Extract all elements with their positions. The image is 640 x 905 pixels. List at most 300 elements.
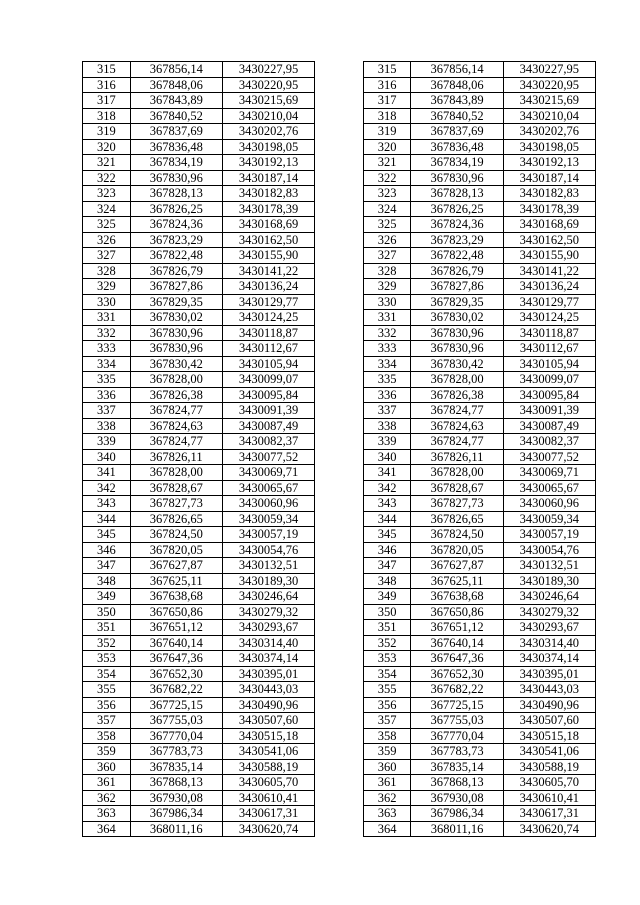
left-y-coordinate-cell: 3430129,77 bbox=[222, 294, 314, 310]
table-row bbox=[83, 372, 596, 388]
left-y-coordinate-cell: 3430178,39 bbox=[222, 201, 314, 217]
left-y-coordinate-cell: 3430220,95 bbox=[222, 77, 314, 93]
left-y-coordinate-cell: 3430246,64 bbox=[222, 589, 314, 605]
separator-cell bbox=[315, 62, 364, 78]
table-row bbox=[83, 511, 596, 527]
left-y-coordinate-cell: 3430187,14 bbox=[222, 170, 314, 186]
right-x-coordinate-cell: 367651,12 bbox=[411, 620, 503, 636]
right-y-coordinate-cell: 3430155,90 bbox=[503, 248, 595, 264]
right-point-number-cell: 349 bbox=[363, 589, 411, 605]
left-point-number-cell: 333 bbox=[83, 341, 131, 357]
table-row bbox=[83, 806, 596, 822]
right-point-number-cell: 351 bbox=[363, 620, 411, 636]
right-point-number-cell: 321 bbox=[363, 155, 411, 171]
right-x-coordinate-cell: 367826,65 bbox=[411, 511, 503, 527]
left-point-number-cell: 347 bbox=[83, 558, 131, 574]
right-x-coordinate-cell: 367829,35 bbox=[411, 294, 503, 310]
left-point-number-cell: 359 bbox=[83, 744, 131, 760]
left-point-number-cell: 340 bbox=[83, 449, 131, 465]
table-row bbox=[83, 666, 596, 682]
right-x-coordinate-cell: 367652,30 bbox=[411, 666, 503, 682]
right-point-number-cell: 316 bbox=[363, 77, 411, 93]
left-y-coordinate-cell: 3430162,50 bbox=[222, 232, 314, 248]
left-point-number-cell: 339 bbox=[83, 434, 131, 450]
right-x-coordinate-cell: 367830,02 bbox=[411, 310, 503, 326]
left-point-number-cell: 351 bbox=[83, 620, 131, 636]
right-y-coordinate-cell: 3430077,52 bbox=[503, 449, 595, 465]
left-y-coordinate-cell: 3430054,76 bbox=[222, 542, 314, 558]
table-row bbox=[83, 775, 596, 791]
right-y-coordinate-cell: 3430620,74 bbox=[503, 821, 595, 837]
table-row bbox=[83, 124, 596, 140]
right-x-coordinate-cell: 367824,77 bbox=[411, 434, 503, 450]
separator-cell bbox=[315, 527, 364, 543]
separator-cell bbox=[315, 434, 364, 450]
right-y-coordinate-cell: 3430187,14 bbox=[503, 170, 595, 186]
left-point-number-cell: 361 bbox=[83, 775, 131, 791]
left-x-coordinate-cell: 367823,29 bbox=[130, 232, 222, 248]
right-x-coordinate-cell: 367835,14 bbox=[411, 759, 503, 775]
right-y-coordinate-cell: 3430279,32 bbox=[503, 604, 595, 620]
left-x-coordinate-cell: 367837,69 bbox=[130, 124, 222, 140]
left-x-coordinate-cell: 367651,12 bbox=[130, 620, 222, 636]
right-y-coordinate-cell: 3430057,19 bbox=[503, 527, 595, 543]
separator-cell bbox=[315, 604, 364, 620]
right-x-coordinate-cell: 367848,06 bbox=[411, 77, 503, 93]
table-row bbox=[83, 403, 596, 419]
table-row bbox=[83, 77, 596, 93]
left-y-coordinate-cell: 3430141,22 bbox=[222, 263, 314, 279]
separator-cell bbox=[315, 806, 364, 822]
right-x-coordinate-cell: 367830,96 bbox=[411, 170, 503, 186]
left-x-coordinate-cell: 367830,96 bbox=[130, 170, 222, 186]
separator-cell bbox=[315, 325, 364, 341]
left-y-coordinate-cell: 3430279,32 bbox=[222, 604, 314, 620]
left-x-coordinate-cell: 367828,67 bbox=[130, 480, 222, 496]
right-x-coordinate-cell: 367828,13 bbox=[411, 186, 503, 202]
left-point-number-cell: 362 bbox=[83, 790, 131, 806]
left-x-coordinate-cell: 367824,36 bbox=[130, 217, 222, 233]
left-point-number-cell: 328 bbox=[83, 263, 131, 279]
left-point-number-cell: 358 bbox=[83, 728, 131, 744]
left-point-number-cell: 327 bbox=[83, 248, 131, 264]
left-y-coordinate-cell: 3430182,83 bbox=[222, 186, 314, 202]
right-y-coordinate-cell: 3430210,04 bbox=[503, 108, 595, 124]
table-row bbox=[83, 232, 596, 248]
right-x-coordinate-cell: 367755,03 bbox=[411, 713, 503, 729]
left-point-number-cell: 348 bbox=[83, 573, 131, 589]
left-x-coordinate-cell: 367856,14 bbox=[130, 62, 222, 78]
right-x-coordinate-cell: 367856,14 bbox=[411, 62, 503, 78]
right-point-number-cell: 354 bbox=[363, 666, 411, 682]
separator-cell bbox=[315, 558, 364, 574]
left-x-coordinate-cell: 367840,52 bbox=[130, 108, 222, 124]
right-y-coordinate-cell: 3430198,05 bbox=[503, 139, 595, 155]
left-x-coordinate-cell: 367830,96 bbox=[130, 341, 222, 357]
right-y-coordinate-cell: 3430162,50 bbox=[503, 232, 595, 248]
separator-cell bbox=[315, 790, 364, 806]
left-x-coordinate-cell: 367783,73 bbox=[130, 744, 222, 760]
right-y-coordinate-cell: 3430227,95 bbox=[503, 62, 595, 78]
left-x-coordinate-cell: 367824,50 bbox=[130, 527, 222, 543]
separator-cell bbox=[315, 108, 364, 124]
table-row bbox=[83, 155, 596, 171]
right-y-coordinate-cell: 3430099,07 bbox=[503, 372, 595, 388]
right-y-coordinate-cell: 3430136,24 bbox=[503, 279, 595, 295]
separator-cell bbox=[315, 744, 364, 760]
right-x-coordinate-cell: 367650,86 bbox=[411, 604, 503, 620]
table-row bbox=[83, 589, 596, 605]
left-x-coordinate-cell: 367826,11 bbox=[130, 449, 222, 465]
table-row bbox=[83, 527, 596, 543]
right-x-coordinate-cell: 367828,00 bbox=[411, 465, 503, 481]
table-row bbox=[83, 651, 596, 667]
left-x-coordinate-cell: 367650,86 bbox=[130, 604, 222, 620]
separator-cell bbox=[315, 496, 364, 512]
left-point-number-cell: 325 bbox=[83, 217, 131, 233]
left-x-coordinate-cell: 367770,04 bbox=[130, 728, 222, 744]
left-point-number-cell: 349 bbox=[83, 589, 131, 605]
left-point-number-cell: 323 bbox=[83, 186, 131, 202]
separator-cell bbox=[315, 77, 364, 93]
right-x-coordinate-cell: 367824,50 bbox=[411, 527, 503, 543]
left-point-number-cell: 341 bbox=[83, 465, 131, 481]
right-point-number-cell: 327 bbox=[363, 248, 411, 264]
left-y-coordinate-cell: 3430132,51 bbox=[222, 558, 314, 574]
right-y-coordinate-cell: 3430054,76 bbox=[503, 542, 595, 558]
right-y-coordinate-cell: 3430314,40 bbox=[503, 635, 595, 651]
left-y-coordinate-cell: 3430541,06 bbox=[222, 744, 314, 760]
right-y-coordinate-cell: 3430124,25 bbox=[503, 310, 595, 326]
left-x-coordinate-cell: 367638,68 bbox=[130, 589, 222, 605]
right-x-coordinate-cell: 367837,69 bbox=[411, 124, 503, 140]
separator-cell bbox=[315, 279, 364, 295]
right-point-number-cell: 344 bbox=[363, 511, 411, 527]
right-point-number-cell: 329 bbox=[363, 279, 411, 295]
left-point-number-cell: 334 bbox=[83, 356, 131, 372]
left-x-coordinate-cell: 367755,03 bbox=[130, 713, 222, 729]
separator-cell bbox=[315, 542, 364, 558]
right-y-coordinate-cell: 3430605,70 bbox=[503, 775, 595, 791]
left-x-coordinate-cell: 367828,13 bbox=[130, 186, 222, 202]
table-row bbox=[83, 310, 596, 326]
right-point-number-cell: 347 bbox=[363, 558, 411, 574]
left-x-coordinate-cell: 367834,19 bbox=[130, 155, 222, 171]
left-x-coordinate-cell: 368011,16 bbox=[130, 821, 222, 837]
separator-cell bbox=[315, 682, 364, 698]
left-y-coordinate-cell: 3430087,49 bbox=[222, 418, 314, 434]
separator-cell bbox=[315, 155, 364, 171]
left-x-coordinate-cell: 367830,42 bbox=[130, 356, 222, 372]
right-point-number-cell: 343 bbox=[363, 496, 411, 512]
left-point-number-cell: 322 bbox=[83, 170, 131, 186]
left-x-coordinate-cell: 367986,34 bbox=[130, 806, 222, 822]
left-x-coordinate-cell: 367868,13 bbox=[130, 775, 222, 791]
left-x-coordinate-cell: 367830,96 bbox=[130, 325, 222, 341]
left-y-coordinate-cell: 3430168,69 bbox=[222, 217, 314, 233]
table-row bbox=[83, 542, 596, 558]
right-point-number-cell: 350 bbox=[363, 604, 411, 620]
left-y-coordinate-cell: 3430118,87 bbox=[222, 325, 314, 341]
left-y-coordinate-cell: 3430136,24 bbox=[222, 279, 314, 295]
right-y-coordinate-cell: 3430374,14 bbox=[503, 651, 595, 667]
left-y-coordinate-cell: 3430192,13 bbox=[222, 155, 314, 171]
left-point-number-cell: 338 bbox=[83, 418, 131, 434]
left-point-number-cell: 342 bbox=[83, 480, 131, 496]
left-y-coordinate-cell: 3430227,95 bbox=[222, 62, 314, 78]
left-x-coordinate-cell: 367827,73 bbox=[130, 496, 222, 512]
right-x-coordinate-cell: 367682,22 bbox=[411, 682, 503, 698]
separator-cell bbox=[315, 651, 364, 667]
right-point-number-cell: 332 bbox=[363, 325, 411, 341]
separator-cell bbox=[315, 356, 364, 372]
separator-cell bbox=[315, 372, 364, 388]
left-x-coordinate-cell: 367828,00 bbox=[130, 465, 222, 481]
right-point-number-cell: 331 bbox=[363, 310, 411, 326]
right-point-number-cell: 341 bbox=[363, 465, 411, 481]
left-point-number-cell: 321 bbox=[83, 155, 131, 171]
right-point-number-cell: 326 bbox=[363, 232, 411, 248]
left-point-number-cell: 320 bbox=[83, 139, 131, 155]
left-y-coordinate-cell: 3430060,96 bbox=[222, 496, 314, 512]
left-point-number-cell: 357 bbox=[83, 713, 131, 729]
right-y-coordinate-cell: 3430443,03 bbox=[503, 682, 595, 698]
left-point-number-cell: 315 bbox=[83, 62, 131, 78]
right-point-number-cell: 346 bbox=[363, 542, 411, 558]
table-row bbox=[83, 418, 596, 434]
left-point-number-cell: 324 bbox=[83, 201, 131, 217]
right-point-number-cell: 364 bbox=[363, 821, 411, 837]
left-point-number-cell: 332 bbox=[83, 325, 131, 341]
right-x-coordinate-cell: 367820,05 bbox=[411, 542, 503, 558]
table-row bbox=[83, 139, 596, 155]
separator-cell bbox=[315, 573, 364, 589]
left-x-coordinate-cell: 367725,15 bbox=[130, 697, 222, 713]
right-x-coordinate-cell: 367826,25 bbox=[411, 201, 503, 217]
right-y-coordinate-cell: 3430293,67 bbox=[503, 620, 595, 636]
left-point-number-cell: 318 bbox=[83, 108, 131, 124]
right-point-number-cell: 362 bbox=[363, 790, 411, 806]
left-y-coordinate-cell: 3430095,84 bbox=[222, 387, 314, 403]
left-point-number-cell: 331 bbox=[83, 310, 131, 326]
right-point-number-cell: 342 bbox=[363, 480, 411, 496]
left-x-coordinate-cell: 367829,35 bbox=[130, 294, 222, 310]
left-point-number-cell: 356 bbox=[83, 697, 131, 713]
right-x-coordinate-cell: 367827,73 bbox=[411, 496, 503, 512]
right-point-number-cell: 353 bbox=[363, 651, 411, 667]
separator-cell bbox=[315, 620, 364, 636]
right-point-number-cell: 363 bbox=[363, 806, 411, 822]
left-point-number-cell: 345 bbox=[83, 527, 131, 543]
separator-cell bbox=[315, 775, 364, 791]
coordinates-table-body bbox=[83, 62, 596, 837]
left-y-coordinate-cell: 3430588,19 bbox=[222, 759, 314, 775]
left-x-coordinate-cell: 367835,14 bbox=[130, 759, 222, 775]
table-row bbox=[83, 62, 596, 78]
separator-cell bbox=[315, 186, 364, 202]
right-y-coordinate-cell: 3430189,30 bbox=[503, 573, 595, 589]
table-row bbox=[83, 341, 596, 357]
left-y-coordinate-cell: 3430065,67 bbox=[222, 480, 314, 496]
separator-cell bbox=[315, 821, 364, 837]
right-point-number-cell: 336 bbox=[363, 387, 411, 403]
right-y-coordinate-cell: 3430112,67 bbox=[503, 341, 595, 357]
left-point-number-cell: 344 bbox=[83, 511, 131, 527]
left-x-coordinate-cell: 367824,63 bbox=[130, 418, 222, 434]
separator-cell bbox=[315, 170, 364, 186]
left-x-coordinate-cell: 367830,02 bbox=[130, 310, 222, 326]
table-row bbox=[83, 713, 596, 729]
left-x-coordinate-cell: 367647,36 bbox=[130, 651, 222, 667]
left-point-number-cell: 329 bbox=[83, 279, 131, 295]
table-row bbox=[83, 759, 596, 775]
separator-cell bbox=[315, 480, 364, 496]
left-y-coordinate-cell: 3430507,60 bbox=[222, 713, 314, 729]
right-point-number-cell: 360 bbox=[363, 759, 411, 775]
separator-cell bbox=[315, 93, 364, 109]
right-point-number-cell: 333 bbox=[363, 341, 411, 357]
right-point-number-cell: 323 bbox=[363, 186, 411, 202]
left-y-coordinate-cell: 3430057,19 bbox=[222, 527, 314, 543]
left-x-coordinate-cell: 367848,06 bbox=[130, 77, 222, 93]
right-point-number-cell: 356 bbox=[363, 697, 411, 713]
coordinates-table bbox=[82, 61, 596, 837]
right-point-number-cell: 325 bbox=[363, 217, 411, 233]
right-x-coordinate-cell: 367826,38 bbox=[411, 387, 503, 403]
left-y-coordinate-cell: 3430112,67 bbox=[222, 341, 314, 357]
separator-cell bbox=[315, 635, 364, 651]
left-y-coordinate-cell: 3430099,07 bbox=[222, 372, 314, 388]
table-row bbox=[83, 387, 596, 403]
left-y-coordinate-cell: 3430077,52 bbox=[222, 449, 314, 465]
right-point-number-cell: 357 bbox=[363, 713, 411, 729]
left-point-number-cell: 326 bbox=[83, 232, 131, 248]
right-x-coordinate-cell: 367823,29 bbox=[411, 232, 503, 248]
left-y-coordinate-cell: 3430069,71 bbox=[222, 465, 314, 481]
left-point-number-cell: 360 bbox=[83, 759, 131, 775]
table-row bbox=[83, 620, 596, 636]
left-y-coordinate-cell: 3430610,41 bbox=[222, 790, 314, 806]
right-y-coordinate-cell: 3430192,13 bbox=[503, 155, 595, 171]
separator-cell bbox=[315, 201, 364, 217]
right-x-coordinate-cell: 367625,11 bbox=[411, 573, 503, 589]
left-x-coordinate-cell: 367824,77 bbox=[130, 434, 222, 450]
table-row bbox=[83, 186, 596, 202]
separator-cell bbox=[315, 511, 364, 527]
right-x-coordinate-cell: 367824,77 bbox=[411, 403, 503, 419]
left-x-coordinate-cell: 367826,65 bbox=[130, 511, 222, 527]
left-x-coordinate-cell: 367843,89 bbox=[130, 93, 222, 109]
right-point-number-cell: 320 bbox=[363, 139, 411, 155]
left-x-coordinate-cell: 367640,14 bbox=[130, 635, 222, 651]
right-x-coordinate-cell: 367783,73 bbox=[411, 744, 503, 760]
right-x-coordinate-cell: 367627,87 bbox=[411, 558, 503, 574]
left-x-coordinate-cell: 367682,22 bbox=[130, 682, 222, 698]
right-x-coordinate-cell: 367828,00 bbox=[411, 372, 503, 388]
left-y-coordinate-cell: 3430210,04 bbox=[222, 108, 314, 124]
coordinates-page bbox=[82, 61, 596, 837]
right-y-coordinate-cell: 3430132,51 bbox=[503, 558, 595, 574]
left-point-number-cell: 319 bbox=[83, 124, 131, 140]
right-x-coordinate-cell: 367834,19 bbox=[411, 155, 503, 171]
right-y-coordinate-cell: 3430490,96 bbox=[503, 697, 595, 713]
table-row bbox=[83, 356, 596, 372]
right-x-coordinate-cell: 367836,48 bbox=[411, 139, 503, 155]
right-y-coordinate-cell: 3430220,95 bbox=[503, 77, 595, 93]
table-row bbox=[83, 558, 596, 574]
right-x-coordinate-cell: 367843,89 bbox=[411, 93, 503, 109]
right-y-coordinate-cell: 3430091,39 bbox=[503, 403, 595, 419]
left-y-coordinate-cell: 3430059,34 bbox=[222, 511, 314, 527]
table-row bbox=[83, 248, 596, 264]
right-point-number-cell: 338 bbox=[363, 418, 411, 434]
left-point-number-cell: 355 bbox=[83, 682, 131, 698]
left-x-coordinate-cell: 367826,79 bbox=[130, 263, 222, 279]
left-point-number-cell: 354 bbox=[83, 666, 131, 682]
right-point-number-cell: 352 bbox=[363, 635, 411, 651]
right-y-coordinate-cell: 3430095,84 bbox=[503, 387, 595, 403]
right-point-number-cell: 359 bbox=[363, 744, 411, 760]
left-point-number-cell: 337 bbox=[83, 403, 131, 419]
right-point-number-cell: 322 bbox=[363, 170, 411, 186]
left-point-number-cell: 336 bbox=[83, 387, 131, 403]
left-y-coordinate-cell: 3430515,18 bbox=[222, 728, 314, 744]
separator-cell bbox=[315, 217, 364, 233]
left-x-coordinate-cell: 367820,05 bbox=[130, 542, 222, 558]
right-y-coordinate-cell: 3430105,94 bbox=[503, 356, 595, 372]
table-row bbox=[83, 635, 596, 651]
left-x-coordinate-cell: 367625,11 bbox=[130, 573, 222, 589]
right-x-coordinate-cell: 367827,86 bbox=[411, 279, 503, 295]
separator-cell bbox=[315, 139, 364, 155]
left-x-coordinate-cell: 367652,30 bbox=[130, 666, 222, 682]
right-x-coordinate-cell: 367640,14 bbox=[411, 635, 503, 651]
left-point-number-cell: 330 bbox=[83, 294, 131, 310]
table-row bbox=[83, 434, 596, 450]
table-row bbox=[83, 263, 596, 279]
left-y-coordinate-cell: 3430082,37 bbox=[222, 434, 314, 450]
right-point-number-cell: 340 bbox=[363, 449, 411, 465]
right-point-number-cell: 335 bbox=[363, 372, 411, 388]
left-point-number-cell: 346 bbox=[83, 542, 131, 558]
left-point-number-cell: 343 bbox=[83, 496, 131, 512]
right-y-coordinate-cell: 3430182,83 bbox=[503, 186, 595, 202]
table-row bbox=[83, 790, 596, 806]
table-row bbox=[83, 728, 596, 744]
right-x-coordinate-cell: 367930,08 bbox=[411, 790, 503, 806]
right-x-coordinate-cell: 367986,34 bbox=[411, 806, 503, 822]
right-y-coordinate-cell: 3430246,64 bbox=[503, 589, 595, 605]
left-y-coordinate-cell: 3430105,94 bbox=[222, 356, 314, 372]
right-y-coordinate-cell: 3430168,69 bbox=[503, 217, 595, 233]
right-point-number-cell: 339 bbox=[363, 434, 411, 450]
separator-cell bbox=[315, 697, 364, 713]
right-y-coordinate-cell: 3430059,34 bbox=[503, 511, 595, 527]
table-row bbox=[83, 217, 596, 233]
left-point-number-cell: 353 bbox=[83, 651, 131, 667]
right-y-coordinate-cell: 3430617,31 bbox=[503, 806, 595, 822]
left-x-coordinate-cell: 367836,48 bbox=[130, 139, 222, 155]
right-point-number-cell: 319 bbox=[363, 124, 411, 140]
left-y-coordinate-cell: 3430395,01 bbox=[222, 666, 314, 682]
table-row bbox=[83, 325, 596, 341]
left-y-coordinate-cell: 3430620,74 bbox=[222, 821, 314, 837]
right-point-number-cell: 358 bbox=[363, 728, 411, 744]
right-y-coordinate-cell: 3430060,96 bbox=[503, 496, 595, 512]
right-x-coordinate-cell: 367826,79 bbox=[411, 263, 503, 279]
separator-cell bbox=[315, 294, 364, 310]
left-point-number-cell: 316 bbox=[83, 77, 131, 93]
